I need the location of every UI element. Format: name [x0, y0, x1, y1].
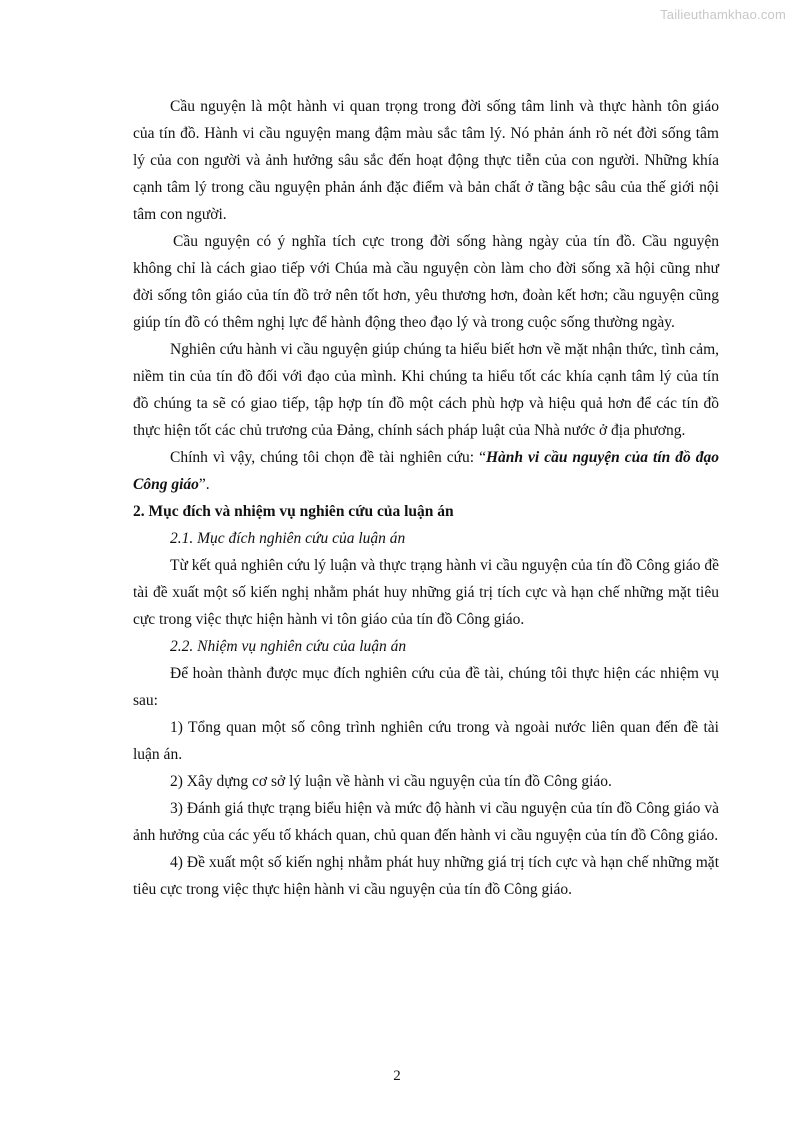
- paragraph-research-purpose: Từ kết quả nghiên cứu lý luận và thực trạng hành vi cầu nguyện của tín đồ Công giáo đề tài đề xuất một số kiến nghị nhằm phát huy những giá trị tích cực và hạn chế những mặt tiêu cực trong việc thực hiện hành vi tôn giáo của tín đồ Công giáo.: [133, 557, 719, 628]
- topic-tail-text: ”.: [198, 476, 210, 493]
- watermark-text: Tailieuthamkhao.com: [660, 7, 786, 22]
- task-item-3: 3) Đánh giá thực trạng biểu hiện và mức độ hành vi cầu nguyện của tín đồ Công giáo và ảnh hưởng của các yếu tố khách quan, chủ quan đến hành vi cầu nguyện của tín đồ Công giáo.: [133, 800, 719, 844]
- paragraph-prayer-meaning: Cầu nguyện có ý nghĩa tích cực trong đời sống hàng ngày của tín đồ. Cầu nguyện không chỉ là cách giao tiếp với Chúa mà cầu nguyện còn làm cho đời sống xã hội cũng như đời sống tôn giáo của tín đồ trở nên tốt hơn, yêu thương hơn, đoàn kết hơn; cầu nguyện cũng giúp tín đồ có thêm nghị lực để hành động theo đạo lý và trong cuộc sống thường ngày.: [133, 233, 719, 331]
- subsection-heading-2-2: 2.2. Nhiệm vụ nghiên cứu của luận án: [170, 638, 407, 655]
- section-heading-2: 2. Mục đích và nhiệm vụ nghiên cứu của luận án: [133, 503, 454, 520]
- subsection-heading-2-1: 2.1. Mục đích nghiên cứu của luận án: [170, 530, 406, 547]
- paragraph-prayer-importance: Cầu nguyện là một hành vi quan trọng trong đời sống tâm linh và thực hành tôn giáo của tín đồ. Hành vi cầu nguyện mang đậm màu sắc tâm lý. Nó phản ánh rõ nét đời sống tâm lý của con người và ảnh hưởng sâu sắc đến hoạt động thực tiễn của con người. Những khía cạnh tâm lý trong cầu nguyện phản ánh đặc điểm và bản chất ở tầng bậc sâu của thế giới nội tâm con người.: [133, 98, 719, 223]
- document-body: [133, 93, 719, 903]
- task-item-2: 2) Xây dựng cơ sở lý luận về hành vi cầu nguyện của tín đồ Công giáo.: [170, 773, 612, 790]
- topic-title: Hành vi cầu nguyện của tín đồ đạo Công giáo: [133, 449, 719, 493]
- paragraph-topic-choice: [133, 444, 719, 498]
- task-item-1: 1) Tổng quan một số công trình nghiên cứu trong và ngoài nước liên quan đến đề tài luận án.: [133, 719, 719, 763]
- paragraph-research-value: Nghiên cứu hành vi cầu nguyện giúp chúng ta hiểu biết hơn về mặt nhận thức, tình cảm, niềm tin của tín đồ đối với đạo của mình. Khi chúng ta hiểu tốt các khía cạnh tâm lý của tín đồ chúng ta sẽ có giao tiếp, tập hợp tín đồ một cách phù hợp và hiệu quả hơn để các tín đồ thực hiện tốt các chủ trương của Đảng, chính sách pháp luật của Nhà nước ở địa phương.: [133, 341, 719, 439]
- paragraph-research-tasks-intro: Để hoàn thành được mục đích nghiên cứu của đề tài, chúng tôi thực hiện các nhiệm vụ sau:: [133, 665, 719, 709]
- page-number: 2: [393, 1068, 401, 1084]
- task-item-4: 4) Đề xuất một số kiến nghị nhằm phát huy những giá trị tích cực và hạn chế những mặt tiêu cực trong việc thực hiện hành vi cầu nguyện của tín đồ Công giáo.: [133, 854, 719, 898]
- topic-lead-text: Chính vì vậy, chúng tôi chọn đề tài nghiên cứu: “: [170, 449, 486, 466]
